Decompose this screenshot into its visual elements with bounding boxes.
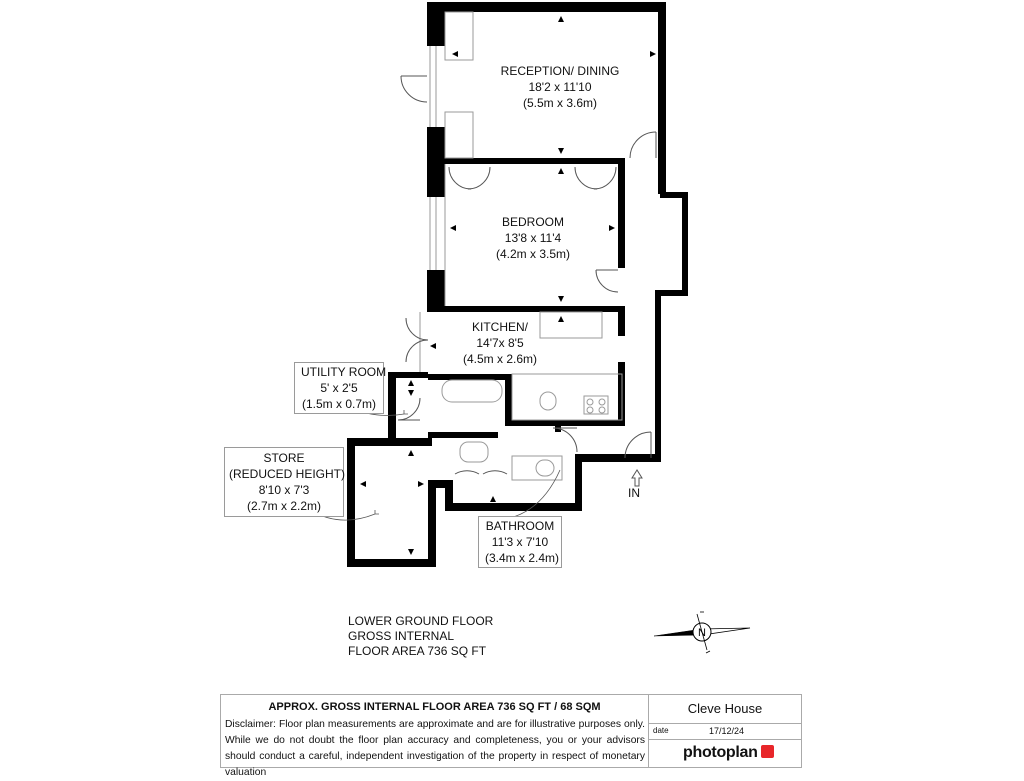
total-area-headline: APPROX. GROSS INTERNAL FLOOR AREA 736 SQ FT / 68 SQM: [268, 701, 601, 713]
room-name: STORE: [263, 451, 305, 465]
brand-logo-icon: [761, 745, 774, 758]
room-size-imperial: 18'2 x 11'10: [528, 80, 592, 94]
room-size-imperial: 14'7x 8'5: [476, 336, 524, 350]
room-size-imperial: 8'10 x 7'3: [258, 483, 310, 497]
room-size-metric: (2.7m x 2.2m): [246, 499, 321, 513]
room-label-store: [224, 447, 344, 517]
room-name: BATHROOM: [485, 519, 555, 533]
floor-summary: [348, 614, 493, 659]
room-size-metric: (1.5m x 0.7m): [301, 397, 376, 411]
footer-left: [221, 695, 649, 778]
room-name: UTILITY ROOM: [301, 365, 387, 379]
date-row: [649, 723, 801, 740]
date-label: date: [653, 726, 669, 735]
room-note: (REDUCED HEIGHT): [229, 467, 345, 481]
floor-area-caption: GROSS INTERNAL: [348, 629, 455, 643]
room-label-bedroom: [463, 214, 603, 262]
room-name: RECEPTION/ DINING: [500, 64, 620, 78]
room-size-metric: (3.4m x 2.4m): [485, 551, 560, 565]
floor-area-value: FLOOR AREA 736 SQ FT: [348, 644, 487, 658]
entrance-arrow: [632, 470, 642, 486]
compass-letter: N: [698, 627, 706, 639]
footer-right: [649, 695, 801, 767]
room-size-metric: (4.5m x 2.6m): [462, 352, 537, 366]
compass: [654, 612, 750, 653]
room-label-utility: [294, 362, 387, 414]
room-size-imperial: 13'8 x 11'4: [504, 231, 562, 245]
room-name: BEDROOM: [501, 215, 564, 229]
brand-logo-text: photoplan: [683, 744, 758, 761]
room-size-metric: (5.5m x 3.6m): [522, 96, 597, 110]
room-size-metric: (4.2m x 3.5m): [495, 247, 570, 261]
room-label-reception: [490, 63, 630, 111]
date-value: 17/12/24: [709, 726, 745, 736]
property-name: Cleve House: [687, 701, 763, 716]
room-size-imperial: 5' x 2'5: [320, 381, 358, 395]
disclaimer-text: Disclaimer: Floor plan measurements are approximate and are for illustrative purposes only. While we do not doubt the floor plan accuracy and completeness, you or your advisors should conduct a careful, independent investigation of the property in respect of monetary valuation: [225, 719, 645, 778]
floor-name: LOWER GROUND FLOOR: [348, 614, 494, 628]
entrance-label: IN: [628, 486, 640, 500]
footer-panel: [220, 694, 802, 778]
room-label-kitchen: [440, 319, 560, 367]
room-name: KITCHEN/: [471, 320, 528, 334]
room-label-bathroom: [478, 516, 562, 568]
room-size-imperial: 11'3 x 7'10: [491, 535, 549, 549]
